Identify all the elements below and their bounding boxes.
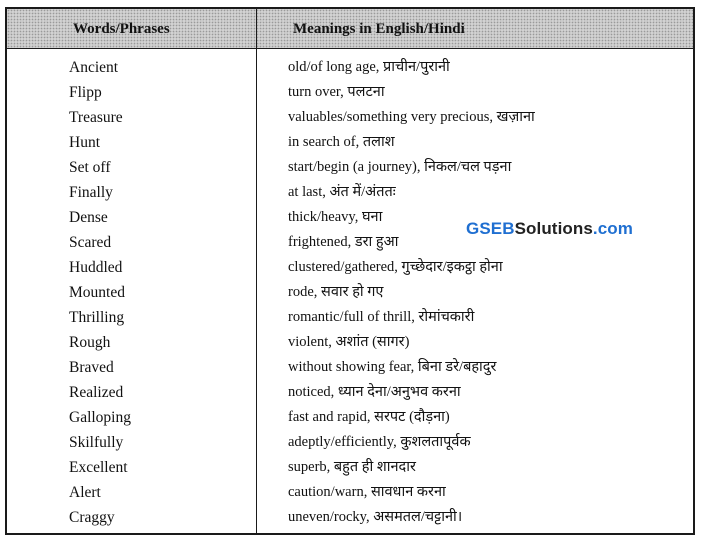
word-cell: Alert	[69, 484, 101, 501]
table-row	[7, 505, 693, 530]
word-cell: Galloping	[69, 409, 131, 426]
table-row	[7, 405, 693, 430]
meaning-cell: valuables/something very precious, खज़ाना	[288, 109, 535, 125]
table-row	[7, 80, 693, 105]
word-cell: Skilfully	[69, 434, 124, 451]
word-cell: Rough	[69, 334, 111, 351]
table-row	[7, 380, 693, 405]
vocabulary-table	[5, 7, 695, 535]
word-cell: Flipp	[69, 84, 102, 101]
meaning-cell: noticed, ध्यान देना/अनुभव करना	[288, 384, 461, 400]
meaning-cell: start/begin (a journey), निकल/चल पड़ना	[288, 159, 512, 175]
word-cell: Realized	[69, 384, 124, 401]
table-row	[7, 280, 693, 305]
meaning-cell: old/of long age, प्राचीन/पुरानी	[288, 59, 450, 75]
meaning-cell: without showing fear, बिना डरे/बहादुर	[288, 359, 497, 375]
word-cell: Treasure	[69, 109, 123, 126]
word-cell: Scared	[69, 234, 112, 251]
meaning-cell: clustered/gathered, गुच्छेदार/इकट्ठा होना	[288, 259, 503, 275]
watermark-part-solutions: Solutions	[514, 219, 593, 238]
table-row	[7, 55, 693, 80]
meaning-cell: rode, सवार हो गए	[288, 284, 384, 300]
table-body	[7, 55, 693, 530]
word-cell: Set off	[69, 159, 111, 176]
meaning-cell: frightened, डरा हुआ	[288, 234, 399, 250]
meaning-cell: at last, अंत में/अंततः	[288, 184, 396, 200]
meaning-cell: adeptly/efficiently, कुशलतापूर्वक	[288, 434, 471, 450]
table-row	[7, 105, 693, 130]
meaning-cell: violent, अशांत (सागर)	[288, 334, 410, 350]
table-row	[7, 330, 693, 355]
meaning-cell: superb, बहुत ही शानदार	[288, 459, 416, 475]
word-cell: Dense	[69, 209, 108, 226]
table-row	[7, 305, 693, 330]
header-meanings: Meanings in English/Hindi	[293, 21, 465, 37]
word-cell: Excellent	[69, 459, 128, 476]
header-words-phrases: Words/Phrases	[73, 21, 170, 37]
word-cell: Huddled	[69, 259, 123, 276]
word-cell: Ancient	[69, 59, 119, 76]
word-cell: Hunt	[69, 134, 100, 151]
meaning-cell: in search of, तलाश	[288, 134, 395, 150]
word-cell: Thrilling	[69, 309, 125, 326]
meaning-cell: caution/warn, सावधान करना	[288, 484, 446, 500]
table-row	[7, 355, 693, 380]
table-row	[7, 255, 693, 280]
table-row	[7, 455, 693, 480]
table-row	[7, 180, 693, 205]
meaning-cell: fast and rapid, सरपट (दौड़ना)	[288, 409, 450, 425]
table-row	[7, 155, 693, 180]
word-cell: Mounted	[69, 284, 125, 301]
table-row	[7, 130, 693, 155]
word-cell: Craggy	[69, 509, 115, 526]
watermark-part-com: .com	[592, 219, 633, 238]
gsebsolutions-watermark	[466, 219, 633, 239]
meaning-cell: thick/heavy, घना	[288, 209, 383, 225]
word-cell: Braved	[69, 359, 114, 376]
table-row	[7, 430, 693, 455]
meaning-cell: romantic/full of thrill, रोमांचकारी	[288, 309, 475, 325]
table-row	[7, 480, 693, 505]
meaning-cell: uneven/rocky, असमतल/चट्टानी।	[288, 509, 463, 525]
watermark-part-gseb: GSEB	[466, 219, 515, 238]
word-cell: Finally	[69, 184, 113, 201]
meaning-cell: turn over, पलटना	[288, 84, 385, 100]
table-header-row	[7, 9, 693, 49]
